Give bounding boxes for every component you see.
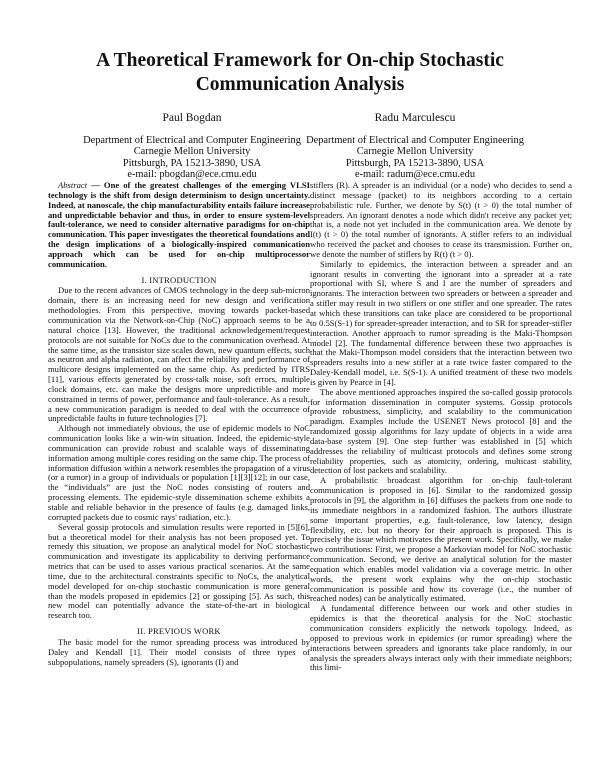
author-block-2	[290, 113, 540, 181]
author-addr: Pittsburgh, PA 15213-3890, USA	[122, 157, 262, 169]
abstract-text: One of the greatest challenges of the emerging VLSI technology is the shift from design determinism to design uncertainty. Indeed, at nanoscale, the chip manufacturability entails failure increase and unpredictable behavior and thus, in order to ensure system-level fault-tolerance, we need to consider alternative paradigms for on-chip communication. This paper investigates the theoretical foundations and the design implications of a biologically-inspired communication approach which can be used for on-chip multiprocessor communication.	[48, 180, 310, 269]
left-column	[48, 181, 310, 668]
abstract-label: Abstract	[58, 180, 88, 190]
abstract	[48, 181, 310, 270]
author-name: Radu Marculescu	[374, 112, 456, 124]
paper-title	[40, 49, 560, 97]
intro-paragraph-1: Due to the recent advances of CMOS technology in the deep sub-micron domain, there is an increasing need for new design and verification methodologies. From this perspective, moving towards packet-based communication via the Network-on-Chip (NoC) approach seems to be a natural choice [13]. However, the traditional acknowledgement/request protocols are not suitable for NoCs due to the communication overhead. At the same time, as the transistor size scales down, new quantum effects, such as neutron and alpha radiation, can affect the reliability and performance of multicore designs implemented on the same chip. As predicted by ITRS [11], various effects generated by cross-talk noise, soft errors, multiple clock domains, etc. can make the designs more unpredictible and more constrained in terms of power, performance and fault-tolerance. As a result, a new communication paradigm is needed to deal with the occurrence of unpredictable faults in future technologies [7].	[48, 285, 310, 424]
author-dept: Department of Electrical and Computer Engineering	[83, 134, 301, 146]
author-name: Paul Bogdan	[162, 112, 222, 124]
continued-paragraph-4: A probabilistic broadcast algorithm for on-chip fault-tolerant communication is proposed in [6]. Similar to the randomized gossip protocols in [9], the algorithm in [6] diffuses the packets from one node to its immediate neighbors in a randomized fashion. The authors illustrate some important properties, e.g. fault-tolerance, low latency, design flexibility, etc. but no theory for their approach is proposed. This is precisely the issue which motivates the present work. Specifically, we make two contributions: First, we propose a Markovian model for NoC stochastic communication. Second, we derive an analytical solution for the master equation which enables model validation via a coverage metric. In other words, the present work explains why the on-chip stochastic communication is possible and how its coverage (i.e., the number of reached nodes) can be analytically estimated.	[310, 475, 572, 604]
author-email: e-mail: radum@ece.cmu.edu	[354, 169, 476, 181]
title-line-2: Communication Analysis	[195, 74, 405, 95]
continued-paragraph-2: Similarly to epidemics, the interaction between a spreader and an ignorant results in converting the ignorant into a spreader at a rate proportional with SI, where S and I are the number of spreaders and ignorants. The interaction between two spreaders or between a spreader and a stifler may result in two stiflers or one stifler and one spreader. The rates at which these transitions can take place are considered to be proportional to 0.5S(S-1) for spreader-spreader interaction, and to SR for spreader-stifler interaction. Another approach to rumor spreading is the Maki-Thompson model [2]. The fundamental difference between these two approaches is that the Maki-Thompson model considers that the interaction between two spreaders results into a new stifler at a rate twice faster compared to the Daley-Kendall model, i.e. S(S-1). A unified treatment of these two models is given by Pearce in [4].	[310, 258, 572, 387]
author-univ: Carnegie Mellon University	[356, 146, 474, 158]
previous-work-paragraph-1: The basic model for the rumor spreading process was introduced by Daley and Kendall [1]. Their model consists of three types of subpopulations, namely spreaders (S), ignorants (I) and	[48, 636, 310, 667]
section-heading-introduction: I. INTRODUCTION	[141, 274, 217, 285]
intro-paragraph-2: Although not immediately obvious, the use of epidemic models to NoC communication looks like a win-win situation. Indeed, the epidemic-style communication can provide robust and scalable ways of disseminating information among multiple cores residing on the same chip. The process of information diffusion within a network resembles the propagation of a virus (or a rumor) in a group of individuals or population [1][3][12]; in our case, the “individuals” are just the NoC nodes consisting of routers and processing elements. The epidemic-style dissemination scheme exhibits a stable and reliable behavior in the presence of faults (e.g. damaged links, corrupted packets due to cosmic rays' radiation, etc.).	[48, 423, 310, 522]
title-line-1: A Theoretical Framework for On-chip Stochastic	[96, 50, 504, 71]
author-email: e-mail: pbogdan@ece.cmu.edu	[127, 169, 257, 181]
author-block-1	[67, 113, 317, 181]
continued-paragraph-3: The above mentioned approaches inspired the so-called gossip protocols for information dissemination in computer systems. Gossip protocols provide robustness, simplicity, and scalability to the communication paradigm. Examples include the USENET News protocol [8] and the randomized gossip algorithms for lazy update of objects in a wide area data-base system [9]. One step further was established in [5] which addresses the reliability of multicast protocols and defines some strong reliability properties, such as atomicity, ordering, multicast stability, detection of lost packets and scalability.	[310, 386, 572, 476]
author-univ: Carnegie Mellon University	[133, 146, 251, 158]
author-addr: Pittsburgh, PA 15213-3890, USA	[345, 157, 485, 169]
abstract-dash: —	[87, 180, 104, 190]
right-column	[310, 181, 572, 673]
section-heading-previous-work: II. PREVIOUS WORK	[137, 626, 221, 637]
continued-paragraph-5: A fundamental difference between our work and other studies in epidemics is that the theoretical analysis for the NoC stochastic communication considers explicitly the network topology. Indeed, as opposed to previous work in epidemics (or rumor spreading) where the interactions between spreaders and ignorants take place randomly, in our analysis the spreaders always interact only with their immediate neighbors; this limi-	[310, 603, 572, 673]
continued-paragraph-1: stiflers (R). A spreader is an individual (or a node) who decides to send a distinct message (packet) to its neighbors according to a certain probabilistic rule. Further, we denote by S(t) (t > 0) the total number of spreaders. An ignorant denotes a node which didn't receive any packet yet; that is, a node not yet included in the communication area. We denote by I(t) (t > 0) the total number of ignorants. A stifler refers to an individual who received the packet and chooses to cease its transmission. Further on, we denote the number of stiflers by R(t) (t > 0).	[310, 180, 572, 259]
intro-paragraph-3: Several gossip protocols and simulation results were reported in [5][6], but a theoretical model for their analysis has not been proposed yet. To remedy this situation, we propose an analytical model for NoC stochastic communication and investigate its applicability to deriving performance metrics that can be used to asses various practical scenarios. At the same time, due to the architectural constraints specific to NoCs, the analytical model developed for on-chip stochastic communication is more general than the models proposed in epidemics [2] or gossiping [5]. As such, this new model can potentially advance the state-of-the-art in biological research too.	[48, 521, 310, 621]
author-dept: Department of Electrical and Computer Engineering	[306, 134, 524, 146]
